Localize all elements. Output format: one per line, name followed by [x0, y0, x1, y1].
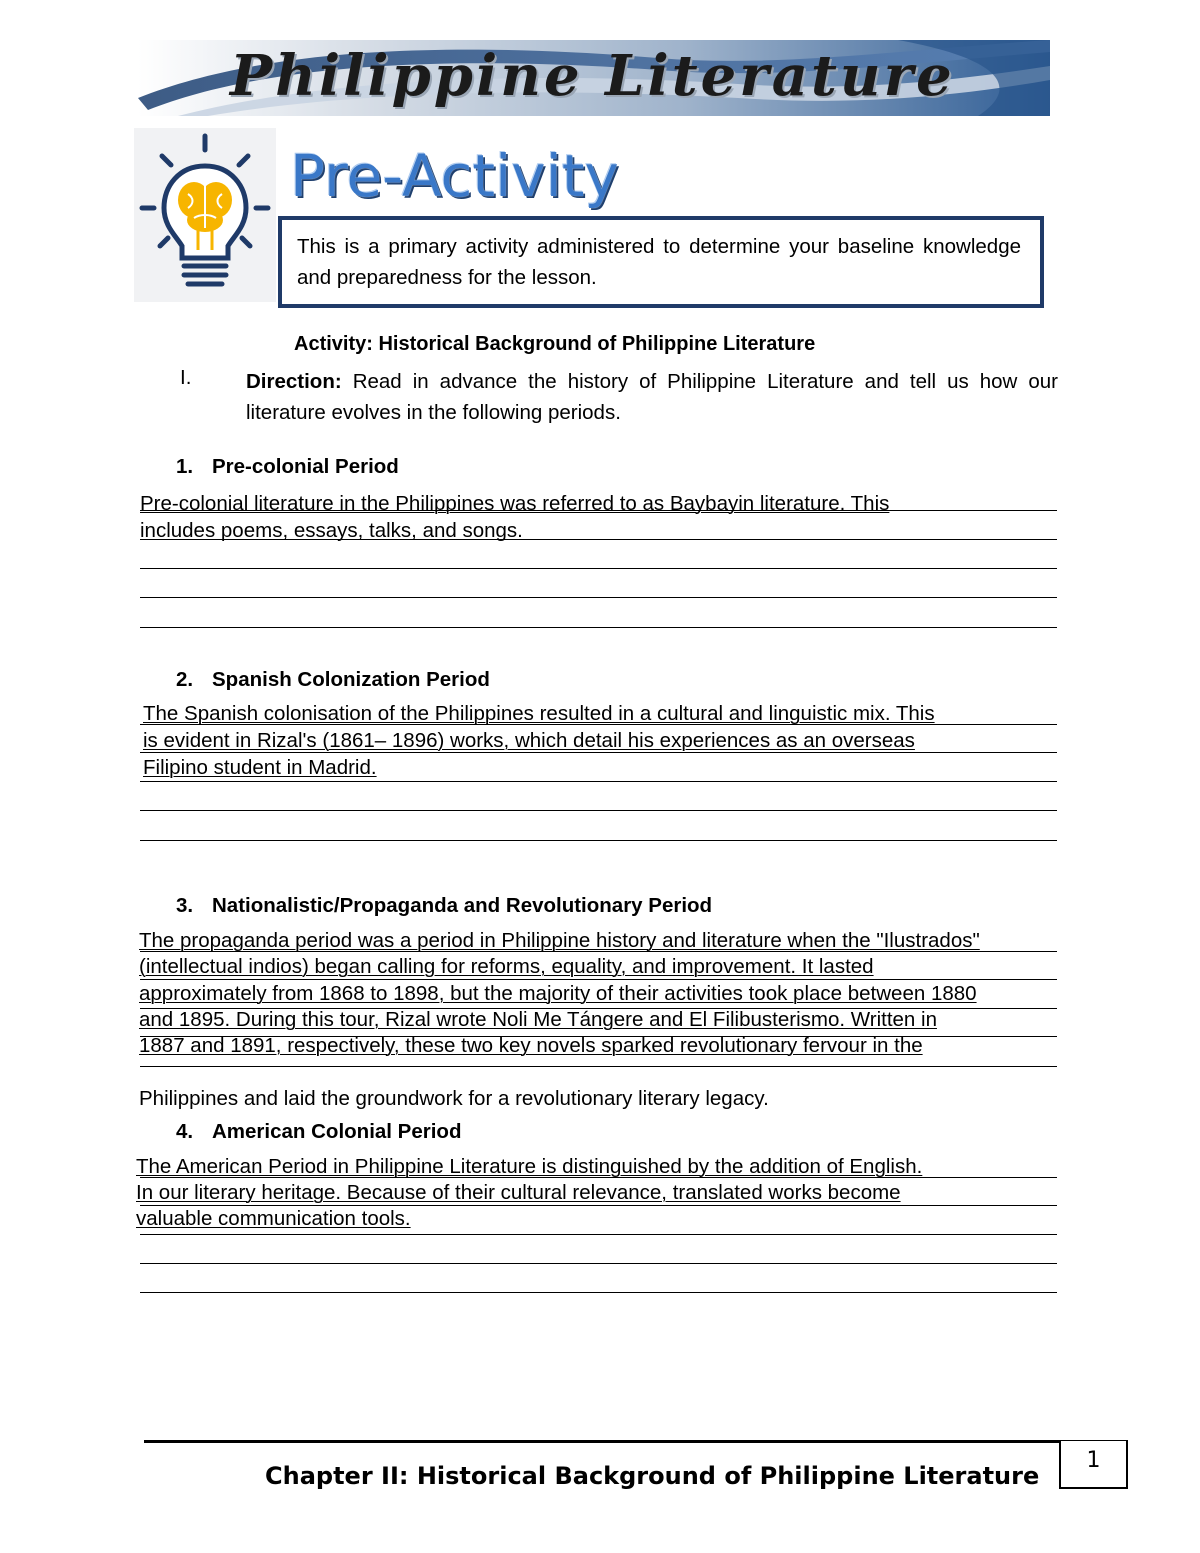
- answer-line: is evident in Rizal's (1861– 1896) works, which detail his experiences as an overseas: [143, 729, 915, 752]
- answer-rule: [140, 1234, 1057, 1235]
- answer-rule: [140, 1066, 1057, 1067]
- direction-text: [246, 366, 1058, 428]
- answer-line: In our literary heritage. Because of their cultural relevance, translated works become: [136, 1181, 901, 1204]
- answer-line: (intellectual indios) began calling for reforms, equality, and improvement. It lasted: [139, 955, 874, 978]
- answer-rule: [140, 1008, 1057, 1009]
- section-number: 3.: [176, 894, 194, 917]
- footer-chapter-title: Chapter II: Historical Background of Philippine Literature: [265, 1462, 1040, 1490]
- answer-rule: [140, 951, 1057, 952]
- answer-rule: [140, 724, 1057, 725]
- section-heading: [176, 894, 712, 918]
- answer-rule: [140, 840, 1057, 841]
- answer-rule: [140, 627, 1057, 628]
- answer-continuation: Philippines and laid the groundwork for a revolutionary literary legacy.: [139, 1087, 769, 1110]
- section-number: 2.: [176, 668, 194, 691]
- answer-line: and 1895. During this tour, Rizal wrote Noli Me Tángere and El Filibusterismo. Written in: [139, 1008, 937, 1031]
- activity-title: Activity: Historical Background of Philippine Literature: [294, 333, 816, 355]
- answer-line: The propaganda period was a period in Philippine history and literature when the "Ilustrados": [139, 929, 980, 952]
- answer-rule: [140, 781, 1057, 782]
- answer-line: 1887 and 1891, respectively, these two key novels sparked revolutionary fervour in the: [139, 1034, 923, 1057]
- lightbulb-brain-icon: [134, 128, 276, 302]
- answer-rule: [140, 539, 1057, 540]
- footer-rule: [144, 1440, 1128, 1443]
- answer-line: The Spanish colonisation of the Philippines resulted in a cultural and linguistic mix. This: [143, 702, 935, 725]
- answer-rule: [140, 1263, 1057, 1264]
- answer-rule: [140, 568, 1057, 569]
- answer-rule: [140, 1205, 1057, 1206]
- answer-line: includes poems, essays, talks, and songs.: [140, 519, 523, 542]
- answer-rule: [140, 979, 1057, 980]
- answer-line: Filipino student in Madrid.: [143, 756, 377, 779]
- answer-line: valuable communication tools.: [136, 1207, 411, 1230]
- section-heading-text: Nationalistic/Propaganda and Revolutionary Period: [212, 894, 713, 917]
- answer-rule: [140, 810, 1057, 811]
- answer-rule: [140, 510, 1057, 511]
- direction-body: Read in advance the history of Philippine Literature and tell us how our literature evolves in the following periods.: [246, 370, 1058, 424]
- section-number: 1.: [176, 455, 194, 478]
- direction-label: Direction:: [246, 370, 342, 393]
- page-number: 1: [1086, 1448, 1101, 1473]
- note-text: This is a primary activity administered to determine your baseline knowledge and preparedness for the lesson.: [297, 235, 1021, 289]
- section-heading-text: American Colonial Period: [212, 1120, 462, 1143]
- section-heading: [176, 1120, 461, 1144]
- section-number: 4.: [176, 1120, 194, 1143]
- bulb-panel: [134, 128, 276, 302]
- answer-rule: [140, 1292, 1057, 1293]
- answer-line: Pre-colonial literature in the Philippines was referred to as Baybayin literature. This: [140, 492, 890, 515]
- answer-rule: [140, 1177, 1057, 1178]
- direction-number: I.: [180, 366, 192, 389]
- section-heading: [176, 455, 399, 479]
- answer-line: The American Period in Philippine Literature is distinguished by the addition of English.: [136, 1155, 923, 1178]
- section-heading: [176, 668, 490, 692]
- banner-title: Philippine Literature: [230, 43, 955, 109]
- section-heading-text: Pre-colonial Period: [212, 455, 399, 478]
- section-heading-text: Spanish Colonization Period: [212, 668, 490, 691]
- answer-line: approximately from 1868 to 1898, but the majority of their activities took place between 1880: [139, 982, 977, 1005]
- answer-rule: [140, 597, 1057, 598]
- answer-rule: [140, 752, 1057, 753]
- section-title: Pre-Activity: [290, 142, 619, 210]
- answer-rule: [140, 1036, 1057, 1037]
